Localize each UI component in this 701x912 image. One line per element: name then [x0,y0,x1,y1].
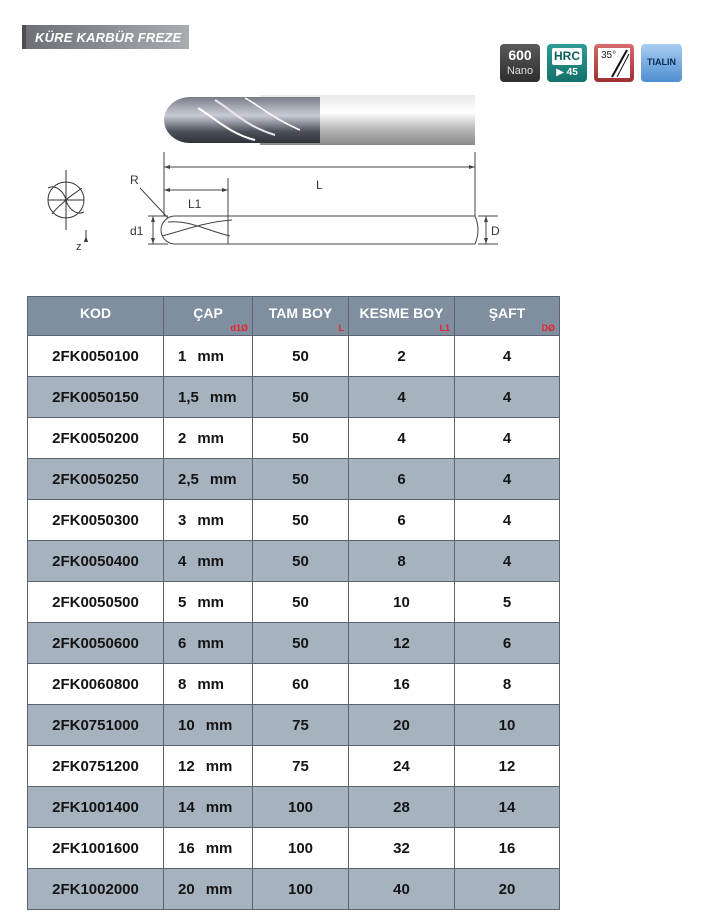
coating-badge-label: TIALIN [647,57,676,67]
label-d: D [491,224,500,238]
cell-saft: 10 [455,705,560,746]
cell-tam-boy: 50 [253,459,349,500]
title-stripe [22,25,26,49]
cell-cap [164,459,253,500]
hrc-badge-value: ▶ 45 [556,67,578,78]
nano-badge-label: Nano [506,65,534,77]
table-row [28,582,560,623]
product-spec-table [27,296,560,910]
helix-angle-value: 35° [601,50,617,61]
header-label: ŞAFT [488,305,526,321]
helix-angle-badge [594,44,634,82]
table-row [28,418,560,459]
cap-value: 3 [178,511,187,529]
header-kod [28,297,164,336]
cell-kod: 2FK0050250 [28,459,164,500]
cell-kesme-boy: 4 [349,377,455,418]
cell-saft: 16 [455,828,560,869]
header-tam-boy [253,297,349,336]
header-label: KOD [79,305,112,321]
cap-value: 2,5 [178,470,199,488]
cell-saft: 6 [455,623,560,664]
tool-technical-drawing [0,90,520,260]
cell-kod: 2FK0050600 [28,623,164,664]
cap-value: 14 [178,798,195,816]
table-row [28,705,560,746]
cell-cap [164,869,253,910]
cell-saft: 12 [455,746,560,787]
cell-saft: 8 [455,664,560,705]
hrc-badge [547,44,587,82]
cell-cap [164,664,253,705]
cell-tam-boy: 50 [253,418,349,459]
cap-value: 12 [178,757,195,775]
cell-cap [164,500,253,541]
cell-kesme-boy: 24 [349,746,455,787]
cell-tam-boy: 75 [253,746,349,787]
cap-unit: mm [197,429,225,447]
cell-cap [164,582,253,623]
table-row [28,541,560,582]
label-d1: d1 [130,224,144,238]
section-title-bar [22,25,189,49]
header-label: TAM BOY [268,305,333,321]
header-sub: d1Ø [230,323,248,333]
nano-badge-value: 600 [508,47,532,63]
cell-saft: 14 [455,787,560,828]
cap-value: 1,5 [178,388,199,406]
cell-kod: 2FK0050100 [28,336,164,377]
label-l: L [316,178,323,192]
cell-kesme-boy: 16 [349,664,455,705]
cell-tam-boy: 50 [253,500,349,541]
cell-saft: 5 [455,582,560,623]
cell-kod: 2FK1002000 [28,869,164,910]
nano-badge [500,44,540,82]
table-body [28,336,560,910]
hrc-badge-label: HRC [554,49,580,63]
cap-unit: mm [197,552,225,570]
cell-tam-boy: 100 [253,869,349,910]
cell-tam-boy: 50 [253,623,349,664]
cap-value: 2 [178,429,187,447]
cap-value: 5 [178,593,187,611]
cell-tam-boy: 75 [253,705,349,746]
cell-cap [164,541,253,582]
cell-cap [164,336,253,377]
table-row [28,500,560,541]
cell-tam-boy: 50 [253,336,349,377]
cell-tam-boy: 100 [253,828,349,869]
label-r: R [130,173,139,187]
table-row [28,787,560,828]
cap-unit: mm [205,839,233,857]
cell-tam-boy: 100 [253,787,349,828]
cell-tam-boy: 50 [253,541,349,582]
cell-cap [164,377,253,418]
cap-value: 4 [178,552,187,570]
cell-kod: 2FK0050500 [28,582,164,623]
cell-kod: 2FK0060800 [28,664,164,705]
header-label: KESME BOY [359,305,444,321]
cell-kesme-boy: 4 [349,418,455,459]
cap-unit: mm [205,798,233,816]
cap-unit: mm [197,511,225,529]
end-mill-photo [164,95,475,145]
cell-saft: 20 [455,869,560,910]
cap-value: 10 [178,716,195,734]
cell-kod: 2FK0751200 [28,746,164,787]
table-row [28,869,560,910]
cell-cap [164,828,253,869]
header-sub: L [338,323,344,333]
cell-kesme-boy: 12 [349,623,455,664]
cell-kesme-boy: 28 [349,787,455,828]
header-cap [164,297,253,336]
header-sub: L1 [439,323,450,333]
cell-kod: 2FK0050150 [28,377,164,418]
cap-value: 1 [178,347,187,365]
cell-kod: 2FK0751000 [28,705,164,746]
header-sub: DØ [541,323,555,333]
cell-kod: 2FK1001400 [28,787,164,828]
cell-saft: 4 [455,336,560,377]
cell-tam-boy: 50 [253,377,349,418]
cell-kesme-boy: 10 [349,582,455,623]
cell-kesme-boy: 2 [349,336,455,377]
end-view-sketch [48,170,88,242]
table-row [28,664,560,705]
cell-kesme-boy: 8 [349,541,455,582]
cell-saft: 4 [455,377,560,418]
table-row [28,828,560,869]
header-saft [455,297,560,336]
section-title: KÜRE KARBÜR FREZE [35,29,182,45]
cap-unit: mm [205,880,233,898]
cell-saft: 4 [455,418,560,459]
header-label: ÇAP [193,305,223,321]
cell-kesme-boy: 40 [349,869,455,910]
coating-badge [641,44,682,82]
cell-saft: 4 [455,500,560,541]
table-row [28,336,560,377]
cell-tam-boy: 50 [253,582,349,623]
cap-unit: mm [205,757,233,775]
cap-value: 16 [178,839,195,857]
cap-unit: mm [197,347,225,365]
table-row [28,746,560,787]
cap-unit: mm [197,634,225,652]
cell-kesme-boy: 6 [349,500,455,541]
cap-unit: mm [209,388,237,406]
header-kesme-boy [349,297,455,336]
cell-cap [164,418,253,459]
cell-kod: 2FK0050400 [28,541,164,582]
cap-value: 20 [178,880,195,898]
cell-tam-boy: 60 [253,664,349,705]
cell-saft: 4 [455,541,560,582]
cell-kesme-boy: 32 [349,828,455,869]
table-header-row [28,297,560,336]
cap-unit: mm [209,470,237,488]
cap-unit: mm [197,593,225,611]
cap-value: 8 [178,675,187,693]
cell-kod: 2FK0050200 [28,418,164,459]
cell-saft: 4 [455,459,560,500]
cell-cap [164,623,253,664]
cell-kesme-boy: 6 [349,459,455,500]
label-z: z [76,241,82,253]
cell-kod: 2FK1001600 [28,828,164,869]
cell-cap [164,787,253,828]
cell-kesme-boy: 20 [349,705,455,746]
cell-cap [164,705,253,746]
cell-cap [164,746,253,787]
table-row [28,377,560,418]
cell-kod: 2FK0050300 [28,500,164,541]
table-row [28,459,560,500]
cap-value: 6 [178,634,187,652]
cap-unit: mm [205,716,233,734]
cap-unit: mm [197,675,225,693]
table-row [28,623,560,664]
label-l1: L1 [188,197,202,211]
